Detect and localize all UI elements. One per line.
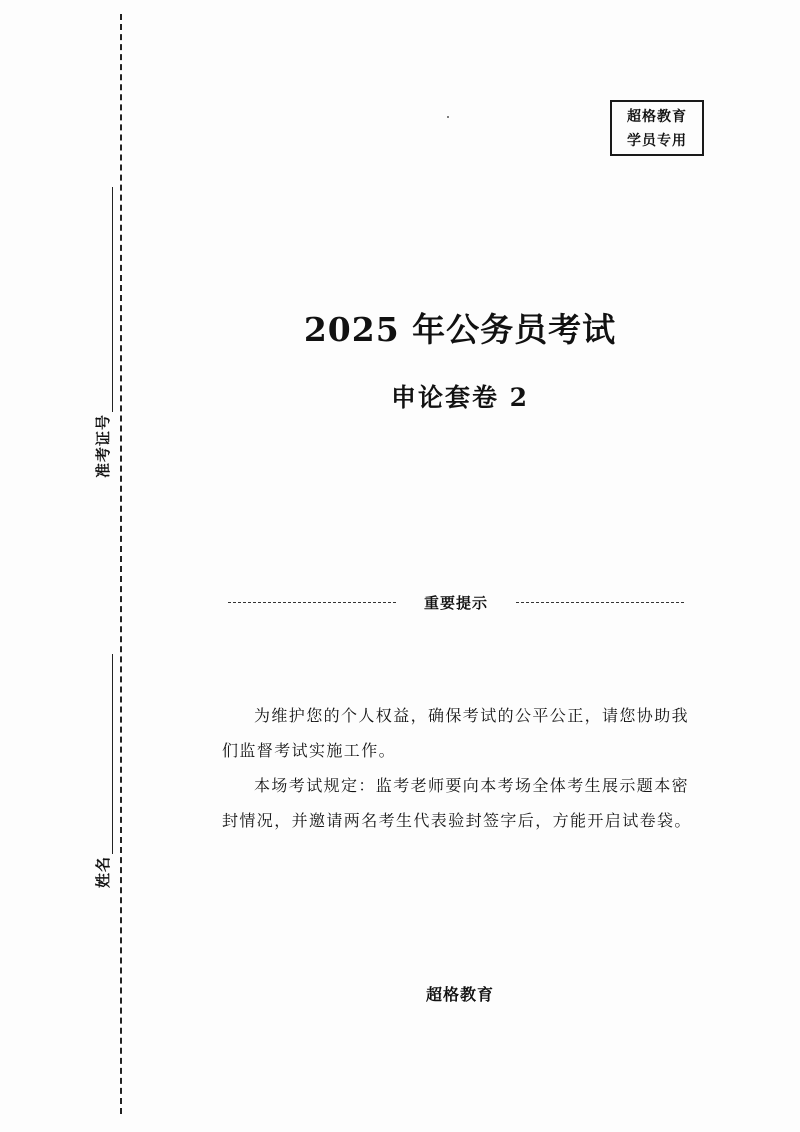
candidate-name-label: 姓名 xyxy=(94,855,112,888)
notice-paragraph-1: 为维护您的个人权益，确保考试的公平公正，请您协助我们监督考试实施工作。 xyxy=(222,706,690,760)
candidate-name-field xyxy=(92,654,113,888)
notice-body xyxy=(222,698,692,838)
student-only-stamp xyxy=(610,100,704,156)
exam-subtitle: 申论套卷 2 xyxy=(390,383,530,412)
stamp-line-2: 学员专用 xyxy=(627,133,687,149)
scan-speck xyxy=(447,116,449,118)
binding-cut-line xyxy=(120,14,122,1114)
ticket-number-label: 准考证号 xyxy=(94,413,112,478)
notice-heading: 重要提示 xyxy=(423,594,488,612)
candidate-name-blank xyxy=(111,654,113,854)
dash-line-right xyxy=(516,602,684,603)
notice-divider xyxy=(228,592,684,613)
stamp-line-1: 超格教育 xyxy=(627,109,687,125)
ticket-number-field xyxy=(92,187,113,478)
footer-brand: 超格教育 xyxy=(425,985,494,1004)
exam-title: 2025 年公务员考试 xyxy=(303,310,617,349)
notice-paragraph-2: 本场考试规定：监考老师要向本考场全体考生展示题本密封情况，并邀请两名考生代表验封签字后，方能开启试卷袋。 xyxy=(222,776,692,830)
ticket-number-blank xyxy=(111,187,113,412)
dash-line-left xyxy=(228,602,396,603)
